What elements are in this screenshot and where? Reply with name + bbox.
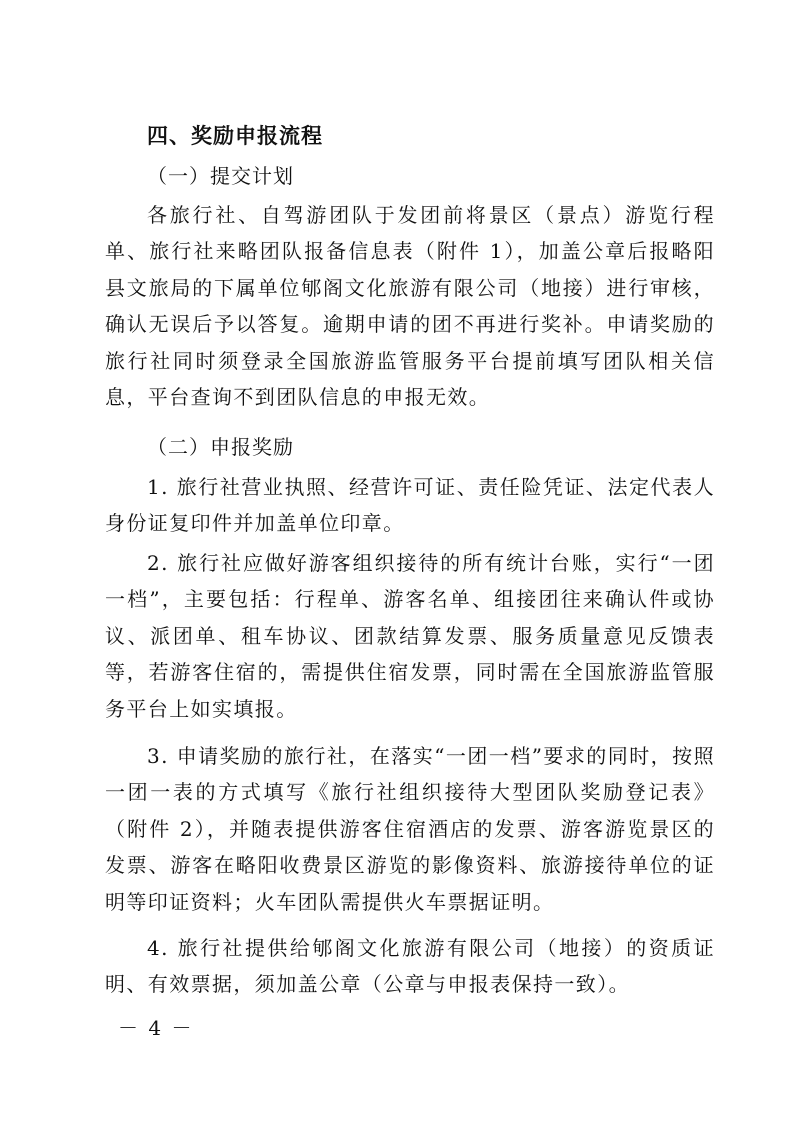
list-item-reward-2: 2. 旅行社应做好游客组织接待的所有统计台账，实行“一团一档”，主要包括：行程单、游客名单、组接团往来确认件或协议、派团单、租车协议、团款结算发票、服务质量意见反馈表等，若游客住宿的，需提供住宿发票，同时需在全国旅游监管服务平台上如实填报。: [105, 551, 715, 721]
subsection-title-submit-plan: （一）提交计划: [147, 164, 294, 188]
section-heading: 四、奖励申报流程: [147, 124, 323, 148]
page-number: － 4 －: [118, 1016, 194, 1040]
list-item-reward-1: 1. 旅行社营业执照、经营许可证、责任险凭证、法定代表人身份证复印件并加盖单位印章。: [105, 475, 715, 536]
list-item-reward-3: 3. 申请奖励的旅行社，在落实“一团一档”要求的同时，按照一团一表的方式填写《旅行社组织接待大型团队奖励登记表》（附件 2），并随表提供游客住宿酒店的发票、游客游览景区的发票、游客在略阳收费景区游览的影像资料、旅游接待单位的证明等印证资料；火车团队需提供火车票据证明。: [105, 744, 715, 914]
subsection-title-apply-reward: （二）申报奖励: [147, 435, 294, 459]
list-item-reward-4: 4. 旅行社提供给郇阁文化旅游有限公司（地接）的资质证明、有效票据，须加盖公章（公章与申报表保持一致）。: [105, 936, 715, 997]
paragraph-submit-plan: 各旅行社、自驾游团队于发团前将景区（景点）游览行程单、旅行社来略团队报备信息表（附件 1），加盖公章后报略阳县文旅局的下属单位郇阁文化旅游有限公司（地接）进行审核，确认无误后予以答复。逾期申请的团不再进行奖补。申请奖励的旅行社同时须登录全国旅游监管服务平台提前填写团队相关信息，平台查询不到团队信息的申报无效。: [105, 203, 715, 410]
